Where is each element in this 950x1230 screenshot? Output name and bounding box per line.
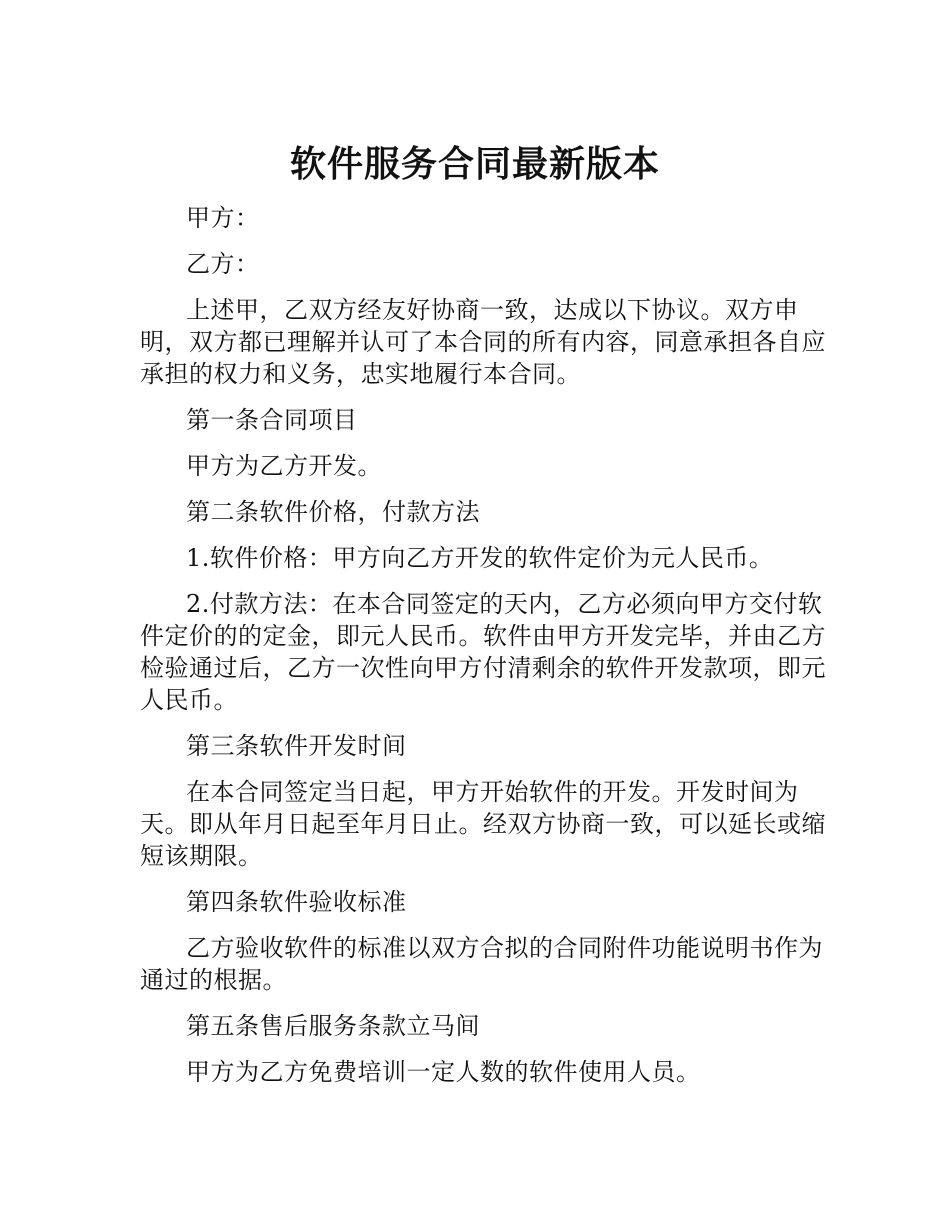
- party-b-line: 乙方：: [186, 250, 260, 278]
- article-5-heading: 第五条售后服务条款立马间: [186, 1012, 480, 1040]
- article-2-heading: 第二条软件价格，付款方法: [186, 498, 480, 526]
- article-1-text: 甲方为乙方开发。: [186, 452, 382, 480]
- article-3-text: 在本合同签定当日起，甲方开始软件的开发。开发时间为天。即从年月日起至年月日止。经双方协商一致，可以延长或缩短该期限。: [140, 778, 826, 870]
- article-4-heading: 第四条软件验收标准: [186, 888, 407, 916]
- article-4-text: 乙方验收软件的标准以双方合拟的合同附件功能说明书作为通过的根据。: [140, 934, 823, 994]
- article-1-heading: 第一条合同项目: [186, 406, 358, 434]
- article-3-heading: 第三条软件开发时间: [186, 732, 407, 760]
- article-2-item-1: 1.软件价格：甲方向乙方开发的软件定价为元人民币。: [186, 544, 774, 572]
- document-title: 软件服务合同最新版本: [289, 144, 660, 186]
- article-2-item-2: 2.付款方法：在本合同签定的天内，乙方必须向甲方交付软件定价的的定金，即元人民币。软件由甲方开发完毕，并由乙方检验通过后，乙方一次性向甲方付清剩余的软件开发款项，即元人民币。: [140, 590, 826, 714]
- party-a-line: 甲方：: [186, 204, 260, 232]
- document-body: [140, 202, 840, 1102]
- intro-paragraph: 上述甲，乙双方经友好协商一致，达成以下协议。双方申明，双方都已理解并认可了本合同的所有内容，同意承担各自应承担的权力和义务，忠实地履行本合同。: [140, 296, 826, 388]
- article-5-text: 甲方为乙方免费培训一定人数的软件使用人员。: [186, 1058, 701, 1086]
